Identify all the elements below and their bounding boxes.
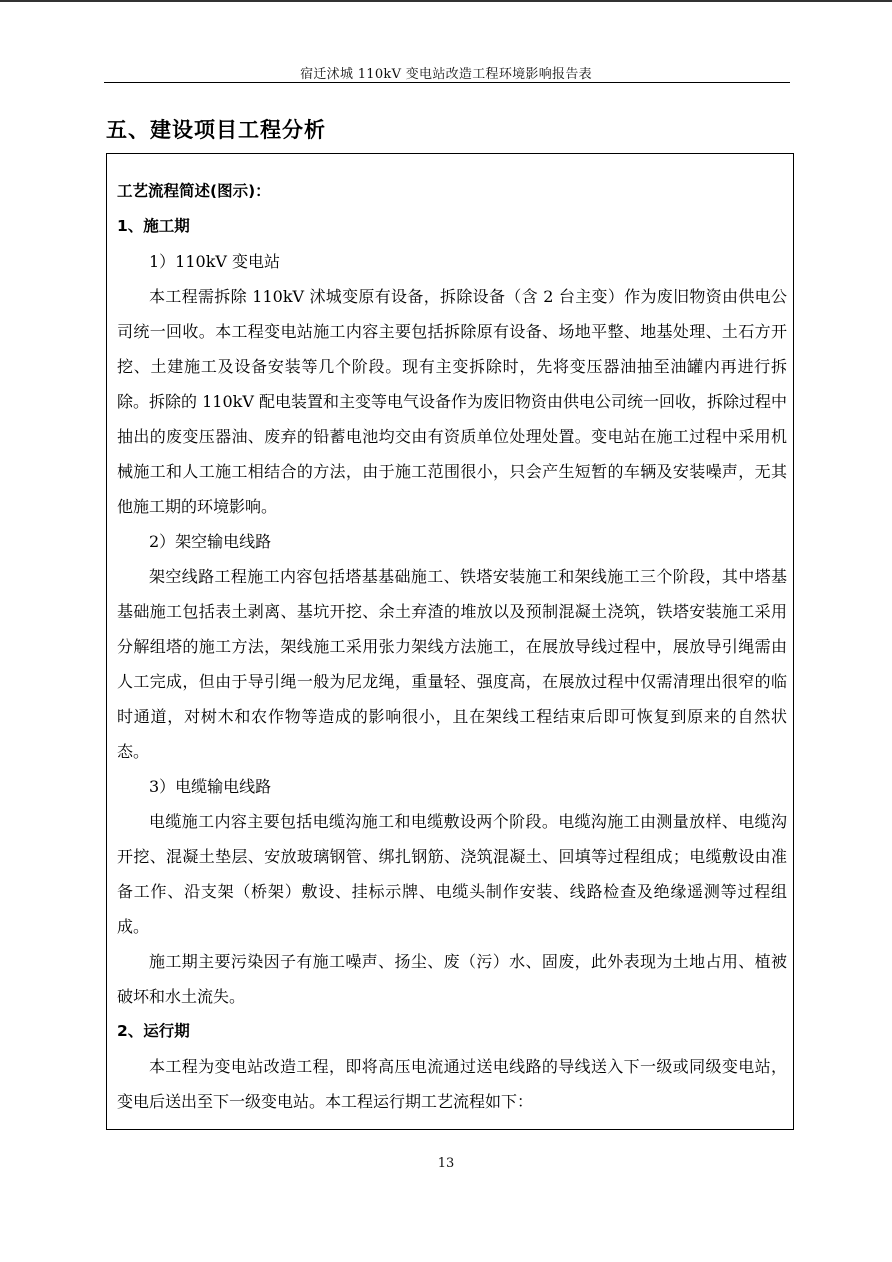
cable-paragraph: 电缆施工内容主要包括电缆沟施工和电缆敷设两个阶段。电缆沟施工由测量放样、电缆沟开挖、混凝土垫层、安放玻璃钢管、绑扎钢筋、浇筑混凝土、回填等过程组成；电缆敷设由准备工作、沿支架（桥架）敷设、挂标示牌、电缆头制作安装、线路检查及绝缘遥测等过程组成。 [117, 812, 787, 936]
pollution-paragraph: 施工期主要污染因子有施工噪声、扬尘、废（污）水、固废，此外表现为土地占用、植被破坏和水土流失。 [117, 952, 787, 1006]
page-top-border [0, 0, 892, 2]
header-divider [104, 82, 790, 83]
process-heading: 工艺流程简述(图示)： [117, 182, 271, 200]
overhead-heading: 2）架空输电线路 [149, 532, 272, 551]
construction-heading: 1、施工期 [117, 217, 190, 235]
overhead-paragraph: 架空线路工程施工内容包括塔基基础施工、铁塔安装施工和架线施工三个阶段，其中塔基基础施工包括表土剥离、基坑开挖、余土弃渣的堆放以及预制混凝土浇筑，铁塔安装施工采用分解组塔的施工方法，架线施工采用张力架线方法施工，在展放导线过程中，展放导引绳需由人工完成，但由于导引绳一般为尼龙绳，重量轻、强度高，在展放过程中仅需清理出很窄的临时通道，对树木和农作物等造成的影响很小，且在架线工程结束后即可恢复到原来的自然状态。 [117, 567, 787, 761]
substation-paragraph: 本工程需拆除 110kV 沭城变原有设备，拆除设备（含 2 台主变）作为废旧物资由供电公司统一回收。本工程变电站施工内容主要包括拆除原有设备、场地平整、地基处理、土石方开挖、土建施工及设备安装等几个阶段。现有主变拆除时，先将变压器油抽至油罐内再进行拆除。拆除的 110kV 配电装置和主变等电气设备作为废旧物资由供电公司统一回收，拆除过程中抽出的废变压器油、废弃的铅蓄电池均交由有资质单位处理处置。变电站在施工过程中采用机械施工和人工施工相结合的方法，由于施工范围很小，只会产生短暂的车辆及安装噪声，无其他施工期的环境影响。 [117, 287, 787, 516]
page-number: 13 [437, 1156, 455, 1171]
operation-paragraph: 本工程为变电站改造工程，即将高压电流通过送电线路的导线送入下一级或同级变电站，变电后送出至下一级变电站。本工程运行期工艺流程如下： [117, 1057, 787, 1111]
cable-heading: 3）电缆输电线路 [149, 777, 272, 796]
section-title: 五、建设项目工程分析 [106, 118, 326, 142]
substation-heading: 1）110kV 变电站 [149, 252, 281, 271]
running-header: 宿迁沭城 110kV 变电站改造工程环境影响报告表 [300, 67, 592, 82]
operation-heading: 2、运行期 [117, 1022, 190, 1040]
content-body [117, 174, 787, 1119]
